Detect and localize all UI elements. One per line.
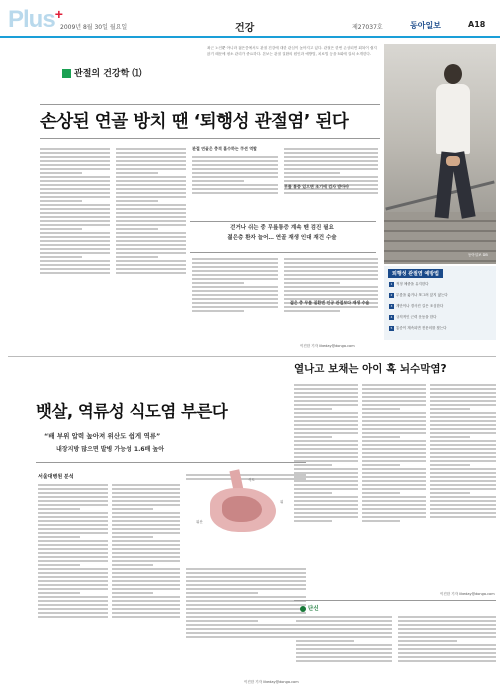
article-column-2	[116, 146, 186, 342]
page-number: A18	[468, 20, 486, 29]
subhead-3: 젊은 층 무릎 질환엔 인공 관절보다 재생 수술	[290, 300, 370, 305]
article-column-5	[192, 256, 278, 342]
illus-label-esophagus: 식도	[248, 478, 255, 482]
section-title: 건강	[235, 23, 255, 34]
subhead-1: 관절 연골은 충격 흡수하는 쿠션 역할	[192, 146, 257, 151]
photo-man-knee-pain	[384, 44, 496, 264]
reflux-column-2	[112, 482, 180, 686]
info-item: 4 규칙적인 근력 운동을 한다	[390, 315, 437, 319]
headline-main: 손상된 연골 방치 땐 ‘퇴행성 관절염’ 된다	[40, 112, 349, 132]
article-column-4	[284, 146, 378, 218]
column-intro: 최근 노인뿐 아니라 젊은층에서도 관절 건강에 대한 관심이 높아지고 있다. 관절은 한번 손상되면 회복이 쉽지 않기 때문에 평소 관리가 중요하다. 본보는 관절 질환의 원인과 예방법, 치료법 등을 5회에 걸쳐 소개한다.	[207, 46, 377, 56]
headline-rule-bottom	[40, 138, 380, 139]
reflux-column-1	[38, 482, 108, 686]
info-item: 5 통증이 계속되면 전문의를 찾는다	[390, 326, 447, 330]
article-column-3	[192, 154, 278, 218]
section-divider	[8, 356, 496, 357]
column-icon	[62, 69, 71, 78]
pullquote-line-2: 젊은층 환자 늘어… 연골 재생 인대 재건 수술	[227, 235, 337, 241]
article-column-1	[40, 146, 110, 342]
reflux-byline: 이진한 기자 likeday@donga.com	[244, 680, 299, 684]
reflux-rule	[36, 462, 306, 463]
subhead-2: 무릎 통증 있으면 조기에 검사 받아야	[284, 184, 349, 189]
stomach-inner-illustration	[222, 496, 262, 522]
meningitis-column-2	[362, 382, 426, 596]
headline-meningitis: 열나고 보채는 아이 혹 뇌수막염?	[294, 363, 447, 375]
pullquote-rule-top	[190, 221, 376, 222]
article-column-6	[284, 256, 378, 342]
headline-rule-top	[40, 104, 380, 105]
plus-logo: Plus+	[8, 6, 62, 33]
column-byline: 이진한 기자 likeday@donga.com	[300, 344, 355, 348]
sidebar-column-1	[296, 614, 392, 688]
briefs-icon	[300, 606, 306, 612]
reflux-column-3-top	[186, 472, 306, 484]
column-tag: 관절의 건강학 ⑴	[62, 66, 141, 79]
reflux-column-3	[186, 566, 306, 676]
info-item: 3 계단이나 경사진 길은 조심한다	[390, 304, 444, 308]
sidebar-column-2	[398, 614, 496, 688]
pullquote-rule-bottom	[190, 252, 376, 253]
meningitis-byline: 이진한 기자 likeday@donga.com	[440, 592, 495, 596]
masthead	[0, 0, 500, 38]
info-item: 2 무릎을 꿇거나 쪼그려 앉지 않는다	[390, 293, 448, 297]
prevention-info-box	[384, 266, 496, 340]
sidebar-title: 단신	[300, 604, 319, 612]
photo-credit: 동아일보 DB	[468, 253, 488, 257]
info-box-title: 퇴행성 관절염 예방법	[388, 269, 443, 278]
meningitis-column-3	[430, 382, 496, 588]
illus-label-acid: 위산	[196, 520, 203, 524]
headline-reflux: 뱃살, 역류성 식도염 부른다	[36, 402, 228, 421]
info-item: 1 적정 체중을 유지한다	[390, 282, 429, 286]
pullquote	[190, 223, 374, 251]
reflux-subline-2: 내장지방 많으면 발병 가능성 1.6배 높아	[56, 446, 165, 453]
pullquote-line-1: 걷거나 쉬는 중 무릎통증 계속 땐 검진 필요	[230, 225, 334, 231]
sidebar-rule	[294, 600, 496, 601]
issue-date: 2009년 8월 30일 월요일	[60, 24, 128, 31]
meningitis-column-1	[294, 382, 358, 596]
issue-number: 제27037호	[352, 24, 383, 31]
reflux-section-label: 서울대병원 분석	[38, 474, 74, 480]
illus-label-stomach: 위	[280, 500, 284, 504]
reflux-subline-1: “배 부위 압력 높아져 위산도 쉽게 역류”	[44, 432, 161, 440]
paper-name: 동아일보	[410, 21, 441, 30]
